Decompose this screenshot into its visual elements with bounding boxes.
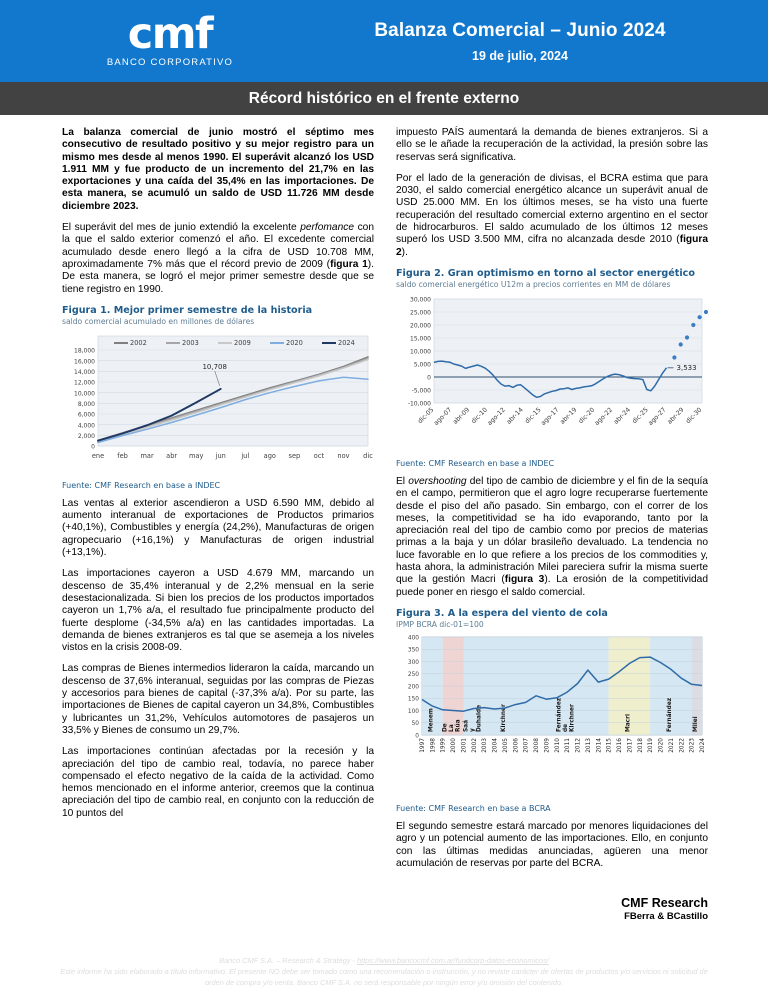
banner-title: Récord histórico en el frente externo [248,89,520,107]
paragraph-5: Las compras de Bienes intermedios lideraron la caída, marcando un descenso de 37,6% interanual, seguidas por las compras de Piezas y accesorios para bienes de capital (-37,3% a/a). Por su parte, las importaciones de Bienes de capital cayeron un 34,8%, Combustibles y lubricantes un 31,2%, Vehículos automotores de pasajeros un 33,5% y Bienes de consumo un 29,7%. [62,663,374,736]
svg-text:abr-09: abr-09 [451,406,472,426]
svg-text:2011: 2011 [565,737,572,753]
figure-1-title: Figura 1. Mejor primer semestre de la historia [62,304,313,316]
svg-text:Milei: Milei [692,716,699,732]
svg-text:ago-22: ago-22 [593,406,615,428]
svg-text:-10,000: -10,000 [407,400,431,408]
svg-text:Duhalde: Duhalde [476,704,483,732]
svg-text:2010: 2010 [554,737,561,753]
svg-text:dic-30: dic-30 [684,406,704,426]
footer-disclaimer: Este informe ha sido elaborado a título informativo. El presente NO debe ser tomado como una recomendación o instrucción, y no reviste carácter de ofertas de productos y/o servicios ni solicitud de orden de compra y/o venta. Banco CMF S.A. no será responsable por ningún error y/u omisión del contenido. [60,967,708,987]
svg-text:jul: jul [241,451,250,460]
svg-text:Fernández: Fernández [556,697,563,732]
page-footer [0,955,768,988]
figure-3-subtitle: IPMP BCRA dic-01=100 [396,619,484,629]
svg-text:2023: 2023 [689,737,696,753]
logo-wordmark: cmf [127,8,213,59]
svg-text:2001: 2001 [461,737,468,753]
svg-text:2015: 2015 [606,737,613,753]
figure-3-source: Fuente: CMF Research en base a BCRA [396,803,551,813]
page-header [0,0,768,82]
svg-text:50: 50 [411,721,419,728]
svg-text:2005: 2005 [502,737,509,753]
rp3-italic: overshooting [408,475,467,487]
svg-text:Kirchner: Kirchner [500,704,507,732]
svg-text:de: de [563,723,570,732]
figure-3-canvas [396,631,708,801]
svg-text:12,000: 12,000 [74,379,95,387]
svg-text:2003: 2003 [482,737,489,753]
footer-line-1 [58,955,710,966]
svg-text:2008: 2008 [534,737,541,753]
svg-text:16,000: 16,000 [74,358,95,366]
svg-text:abr: abr [166,451,178,460]
svg-text:sep: sep [288,451,301,460]
svg-text:2009: 2009 [234,338,251,347]
svg-text:0: 0 [91,443,95,451]
figure-1 [62,305,374,490]
figure-2-subtitle: saldo comercial energético U12m a precios corrientes en MM de dólares [396,279,671,289]
svg-text:0: 0 [415,733,419,740]
figure-1-subtitle: saldo comercial acumulado en millones de dólares [62,316,255,326]
svg-text:10,000: 10,000 [74,390,95,398]
svg-text:2013: 2013 [585,737,592,753]
footer-entity: Banco CMF S.A. – Research & Strategy - [219,956,358,965]
figure-1-svg [62,328,374,478]
svg-text:2024: 2024 [338,338,355,347]
svg-text:ago-27: ago-27 [647,406,668,428]
svg-text:30,000: 30,000 [410,296,431,304]
svg-text:abr-24: abr-24 [612,406,632,426]
right-paragraph-4: El segundo semestre estará marcado por menores liquidaciones del agro y un potencial aumento de las importaciones. Ello, en conjunto con las últimas medidas anunciadas, agüeren una menor acumulación de reservas por parte del BCRA. [396,820,708,869]
p2-italic: perfomance [300,222,355,234]
footer-url[interactable]: https://www.bancocmf.com.ar/fundcorp-datos-economicos/ [357,956,549,965]
figure-2-source: Fuente: CMF Research en base a INDEC [396,458,555,468]
svg-text:ago-07: ago-07 [432,406,454,428]
svg-text:10,708: 10,708 [202,362,227,371]
report-date: 19 de julio, 2024 [472,48,568,63]
svg-text:2017: 2017 [627,737,634,753]
svg-text:2002: 2002 [471,737,478,753]
svg-text:8,000: 8,000 [77,400,95,408]
svg-text:2021: 2021 [668,737,675,753]
p2-figure-ref: figura 1 [330,258,368,270]
svg-text:Fernández: Fernández [666,697,673,732]
svg-text:2016: 2016 [617,737,624,753]
right-column [396,127,708,922]
svg-text:Saá: Saá [463,719,470,732]
svg-text:jun: jun [215,451,226,460]
svg-text:ago: ago [263,451,276,460]
svg-text:abr-14: abr-14 [505,406,525,426]
svg-text:2014: 2014 [596,737,603,753]
lead-paragraph: La balanza comercial de junio mostró el séptimo mes consecutivo de resultado positivo y su mejor registro para un mismo mes desde al menos 1990. El superávit alcanzó los USD 1.911 MM y fue producto de un incremento del 21,7% en las exportaciones y una caída del 35,4% en las importaciones. De esta manera, se acumuló un saldo de USD 11.726 MM desde diciembre 2023. [62,127,374,212]
svg-text:2012: 2012 [575,737,582,753]
banner-bar [0,82,768,115]
signature-team: CMF Research [621,896,708,911]
svg-text:may: may [188,451,204,460]
figure-3-svg [396,631,708,801]
svg-text:2004: 2004 [492,737,499,753]
svg-text:350: 350 [407,647,419,654]
svg-text:150: 150 [407,696,419,703]
logo-tagline: BANCO CORPORATIVO [106,57,234,69]
svg-text:dic-15: dic-15 [523,406,543,426]
svg-text:250: 250 [407,672,419,679]
svg-text:20,000: 20,000 [410,322,431,330]
signature-block [396,896,708,922]
svg-text:Kirchner: Kirchner [569,704,576,732]
right-paragraph-3 [396,476,708,599]
p2-b: con la que el saldo exterior comenzó el año. El excedente comercial acumulado desde enero llegó a la cifra de USD 10.708 MM, aproximadamente 7% más que el récord previo de 2009 ( [62,222,375,270]
figure-3 [396,608,708,813]
svg-text:0: 0 [427,374,431,382]
svg-text:Macri: Macri [625,713,632,732]
svg-text:2002: 2002 [130,338,147,347]
svg-text:abr-19: abr-19 [559,406,579,426]
svg-text:2024: 2024 [700,737,706,753]
paragraph-2 [62,222,374,296]
figure-3-title: Figura 3. A la espera del viento de cola [396,607,608,619]
svg-text:100: 100 [407,708,419,715]
svg-text:dic-10: dic-10 [470,406,490,426]
svg-text:10,000: 10,000 [410,348,431,356]
svg-text:2006: 2006 [513,737,520,753]
svg-text:dic-05: dic-05 [416,406,436,426]
svg-text:ago-17: ago-17 [539,406,561,428]
figure-2-title: Figura 2. Gran optimismo en torno al sector energético [396,267,695,279]
figure-2-svg [396,291,708,456]
svg-text:dic: dic [363,451,373,460]
right-paragraph-2 [396,173,708,259]
figure-1-source: Fuente: CMF Research en base a INDEC [62,480,221,490]
svg-text:18,000: 18,000 [74,347,95,355]
svg-text:Rúa: Rúa [455,719,462,732]
paragraph-6: Las importaciones continúan afectadas por la recesión y la apreciación del tipo de cambio real, todavía, no parece haber compensado el efecto negativo de la caída de la actividad. Como hemos mencionado en el informe anterior, creemos que la continua apreciación del tipo de cambio real, en conjunto con la reducción de 10 puntos del [62,746,374,819]
svg-text:2019: 2019 [648,737,655,753]
svg-text:dic-25: dic-25 [631,406,650,426]
svg-text:De: De [442,723,449,732]
paragraph-3: Las ventas al exterior ascendieron a USD 6.590 MM, debido al aumento interanual de exportaciones de Productos primarios (+40,1%), Combustibles y energía (24,2%), Manufacturas de origen agropecuario (+16,1%) y Manufacturas de origen industrial (+13,1%). [62,497,374,559]
svg-text:6,000: 6,000 [77,411,95,419]
svg-text:Menem: Menem [428,708,435,732]
brand-logo [0,8,330,69]
figure-2-canvas [396,291,708,456]
report-title: Balanza Comercial – Junio 2024 [374,19,666,41]
svg-text:1997: 1997 [420,737,426,753]
rp2-c: ). [401,246,408,258]
rp2-a: Por el lado de la generación de divisas, el BCRA estima que para 2030, el saldo comercial energético alcance un superávit anual de USD 25.000 MM. En los últimos meses, se ha visto una fuerte recuperación del resultado comercial externo argentino en el sector de hidrocarburos. El saldo acumulado de los últimos 12 meses superó los USD 3.500 MM, cifra no alcanzada desde 2010 ( [396,172,708,246]
svg-text:abr-29: abr-29 [666,406,686,426]
signature-authors: FBerra & BCastillo [624,911,708,923]
p2-a: El superávit del mes de junio extendió la excelente [62,222,301,234]
svg-text:ago-12: ago-12 [486,406,507,428]
svg-text:4,000: 4,000 [77,422,95,430]
header-text-block [330,20,740,63]
svg-text:2009: 2009 [544,737,551,753]
rp3-figure-ref: figura 3 [504,574,545,586]
svg-text:La: La [449,724,456,732]
svg-text:oct: oct [313,451,325,460]
p2-c: ). De esta manera, se logró el mejor primer semestre desde que se tiene registro en 1990. [62,258,374,295]
svg-text:2020: 2020 [658,737,665,753]
svg-text:feb: feb [117,451,128,460]
right-paragraph-1: impuesto PAÍS aumentará la demanda de bienes extranjeros. Si a ello se le añade la recuperación de la actividad, la presión sobre las reservas será significativa. [396,127,708,163]
svg-text:nov: nov [337,451,350,460]
svg-text:14,000: 14,000 [74,368,95,376]
svg-text:15,000: 15,000 [410,335,431,343]
svg-text:2007: 2007 [523,737,530,753]
article-body [0,115,768,922]
svg-text:200: 200 [407,684,419,691]
svg-text:5,000: 5,000 [413,361,431,369]
svg-text:-5,000: -5,000 [411,387,431,395]
svg-text:y: y [469,728,476,732]
rp3-c: ). La erosión de la competitividad puede poner en riesgo el saldo comercial. [396,574,709,598]
svg-text:2000: 2000 [451,737,458,753]
rp2-figure-ref: figura 2 [396,234,708,258]
svg-text:ene: ene [91,451,105,460]
svg-text:2,000: 2,000 [77,432,95,440]
paragraph-4: Las importaciones cayeron a USD 4.679 MM, marcando un descenso de 35,4% interanual y de 2,2% mensual en la serie desestacionalizada. Si bien los precios de los productos importados cayeron un 1,7% a/a, el resultado fue principalmente producto del fuerte desplome (-34,5% a/a) en las cantidades importadas. La demanda de bienes extranjeros es tal que se asemeja a los niveles vistos en la crisis 2008-09. [62,568,374,654]
svg-text:3,533: 3,533 [676,364,697,373]
svg-text:2022: 2022 [679,737,686,753]
rp3-a: El [396,475,409,487]
svg-text:mar: mar [140,451,154,460]
left-column [62,127,374,922]
svg-text:2020: 2020 [286,338,303,347]
svg-text:1998: 1998 [430,737,437,753]
figure-2 [396,268,708,468]
svg-text:25,000: 25,000 [410,309,431,317]
svg-text:1999: 1999 [440,737,447,753]
svg-text:400: 400 [407,635,419,642]
rp3-b: del tipo de cambio de diciembre y el fin de la sequía en el campo, permitieron que el agro logre recuperarse fuertemente desde el piso del año pasado. Sin embargo, con el correr de los meses, la competitividad se ha ido evaporando, tanto por la apreciación real del tipo de cambio como por precios de materias primas a la baja y un dólar brasileño devaluado. La tendencia no luce favorable en lo que refiere a los precios de los commodities y, hasta ahora, la administración Milei pareciera sufrir la misma suerte que la gestión Macri ( [396,475,708,586]
svg-text:2003: 2003 [182,338,199,347]
figure-1-canvas [62,328,374,478]
svg-text:dic-20: dic-20 [577,406,597,426]
svg-text:300: 300 [407,659,419,666]
svg-text:2018: 2018 [637,737,644,753]
